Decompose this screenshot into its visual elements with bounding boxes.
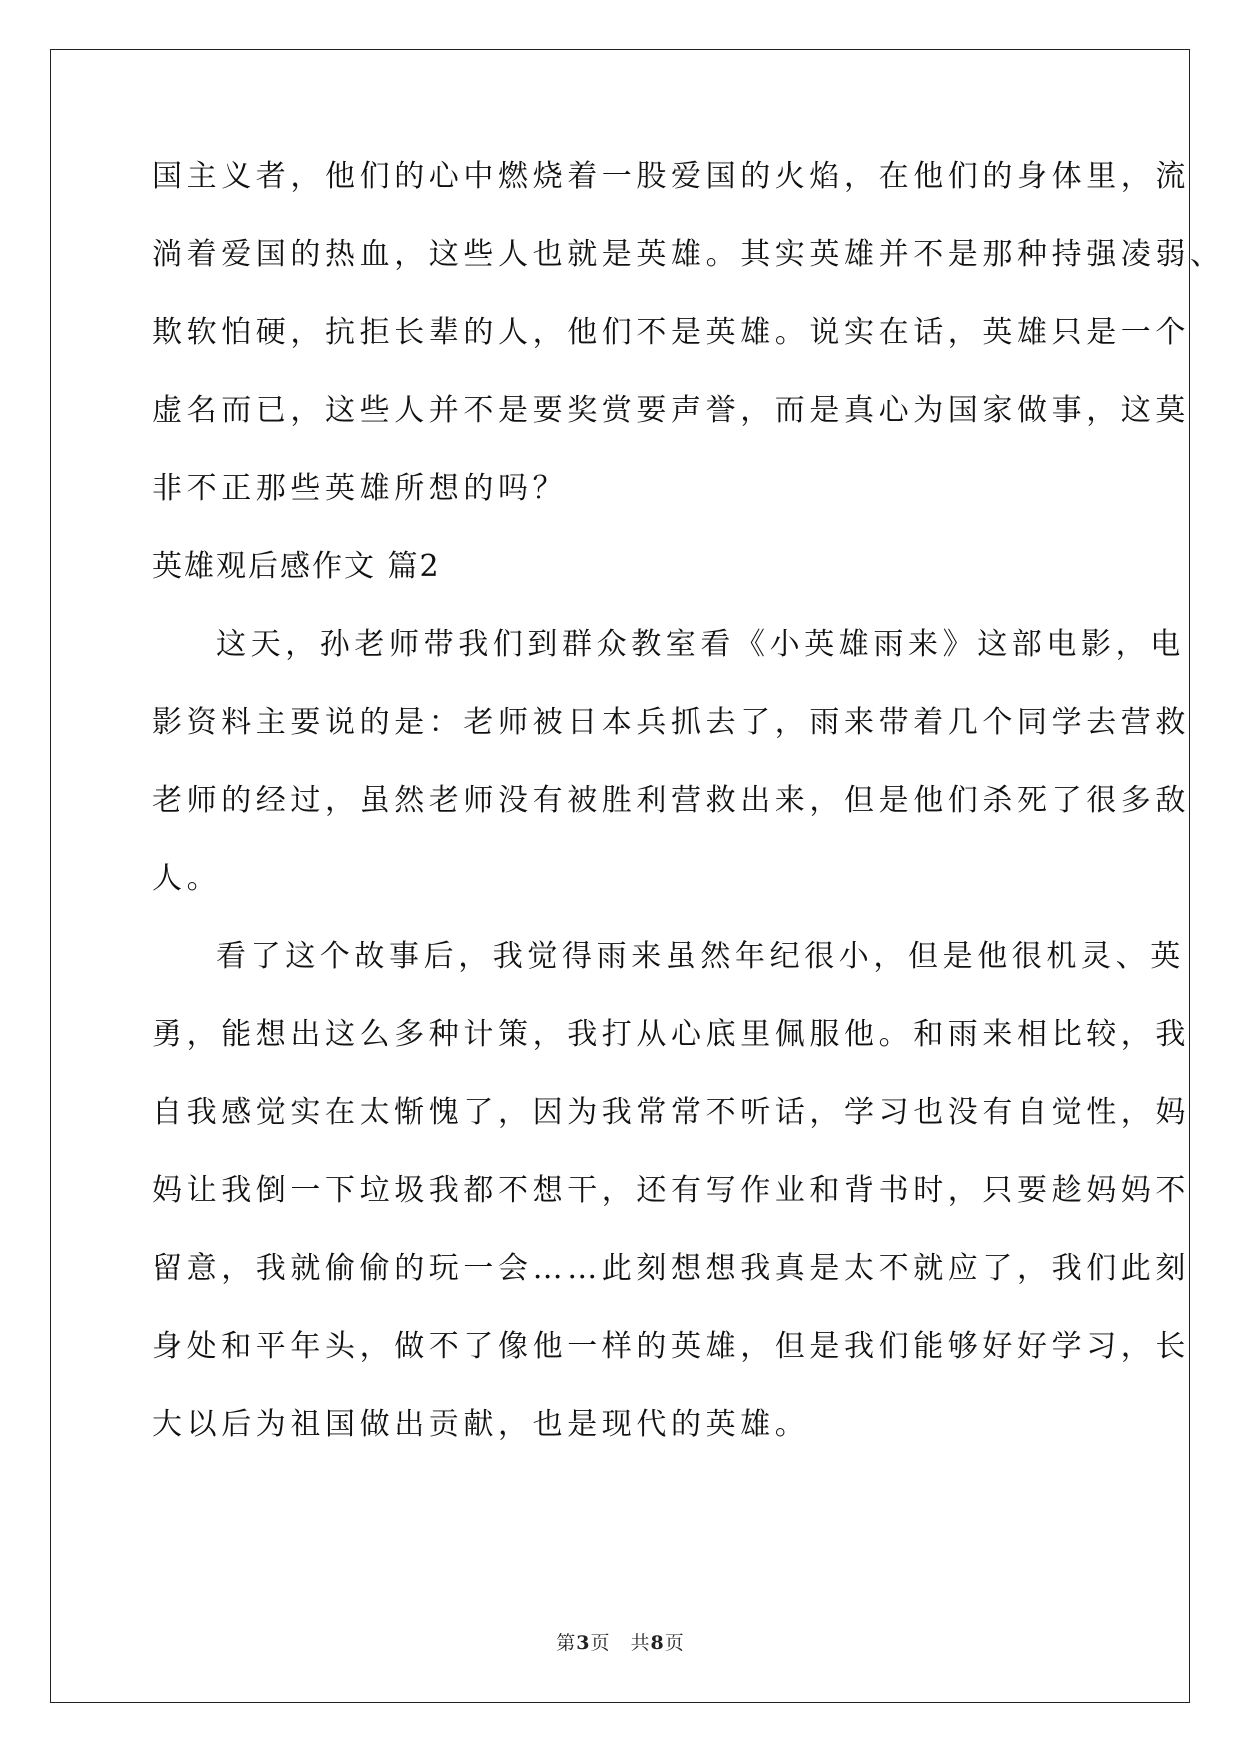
text-line: 留意，我就偷偷的玩一会……此刻想想我真是太不就应了，我们此刻 bbox=[152, 1251, 1190, 1286]
page-prefix: 第 bbox=[556, 1632, 577, 1654]
page-number-footer bbox=[0, 1628, 1241, 1655]
text-line: 妈让我倒一下垃圾我都不想干，还有写作业和背书时，只要趁妈妈不 bbox=[152, 1173, 1190, 1208]
page-suffix: 页 bbox=[664, 1632, 685, 1654]
page-mid: 页 共 bbox=[590, 1632, 651, 1654]
current-page-number: 3 bbox=[576, 1632, 591, 1654]
text-line: 影资料主要说的是：老师被日本兵抓去了，雨来带着几个同学去营救 bbox=[152, 705, 1190, 740]
text-line: 勇，能想出这么多种计策，我打从心底里佩服他。和雨来相比较，我 bbox=[152, 1017, 1190, 1052]
text-line: 这天，孙老师带我们到群众教室看《小英雄雨来》这部电影，电 bbox=[216, 627, 1185, 662]
text-line: 非不正那些英雄所想的吗？ bbox=[152, 471, 568, 506]
text-line: 欺软怕硬，抗拒长辈的人，他们不是英雄。说实在话，英雄只是一个 bbox=[152, 315, 1190, 350]
section-heading: 英雄观后感作文 篇2 bbox=[152, 549, 441, 584]
text-line: 国主义者，他们的心中燃烧着一股爱国的火焰，在他们的身体里，流 bbox=[152, 159, 1190, 194]
text-line: 淌着爱国的热血，这些人也就是英雄。其实英雄并不是那种持强凌弱、 bbox=[152, 237, 1225, 272]
text-line: 大以后为祖国做出贡献，也是现代的英雄。 bbox=[152, 1407, 810, 1442]
text-line: 虚名而已，这些人并不是要奖赏要声誉，而是真心为国家做事，这莫 bbox=[152, 393, 1190, 428]
text-line: 身处和平年头，做不了像他一样的英雄，但是我们能够好好学习，长 bbox=[152, 1329, 1190, 1364]
text-line: 人。 bbox=[152, 861, 222, 896]
total-page-number: 8 bbox=[650, 1632, 665, 1654]
text-line: 自我感觉实在太惭愧了，因为我常常不听话，学习也没有自觉性，妈 bbox=[152, 1095, 1190, 1130]
text-line: 老师的经过，虽然老师没有被胜利营救出来，但是他们杀死了很多敌 bbox=[152, 783, 1190, 818]
document-body bbox=[152, 158, 1225, 1444]
text-line: 看了这个故事后，我觉得雨来虽然年纪很小，但是他很机灵、英 bbox=[216, 939, 1185, 974]
